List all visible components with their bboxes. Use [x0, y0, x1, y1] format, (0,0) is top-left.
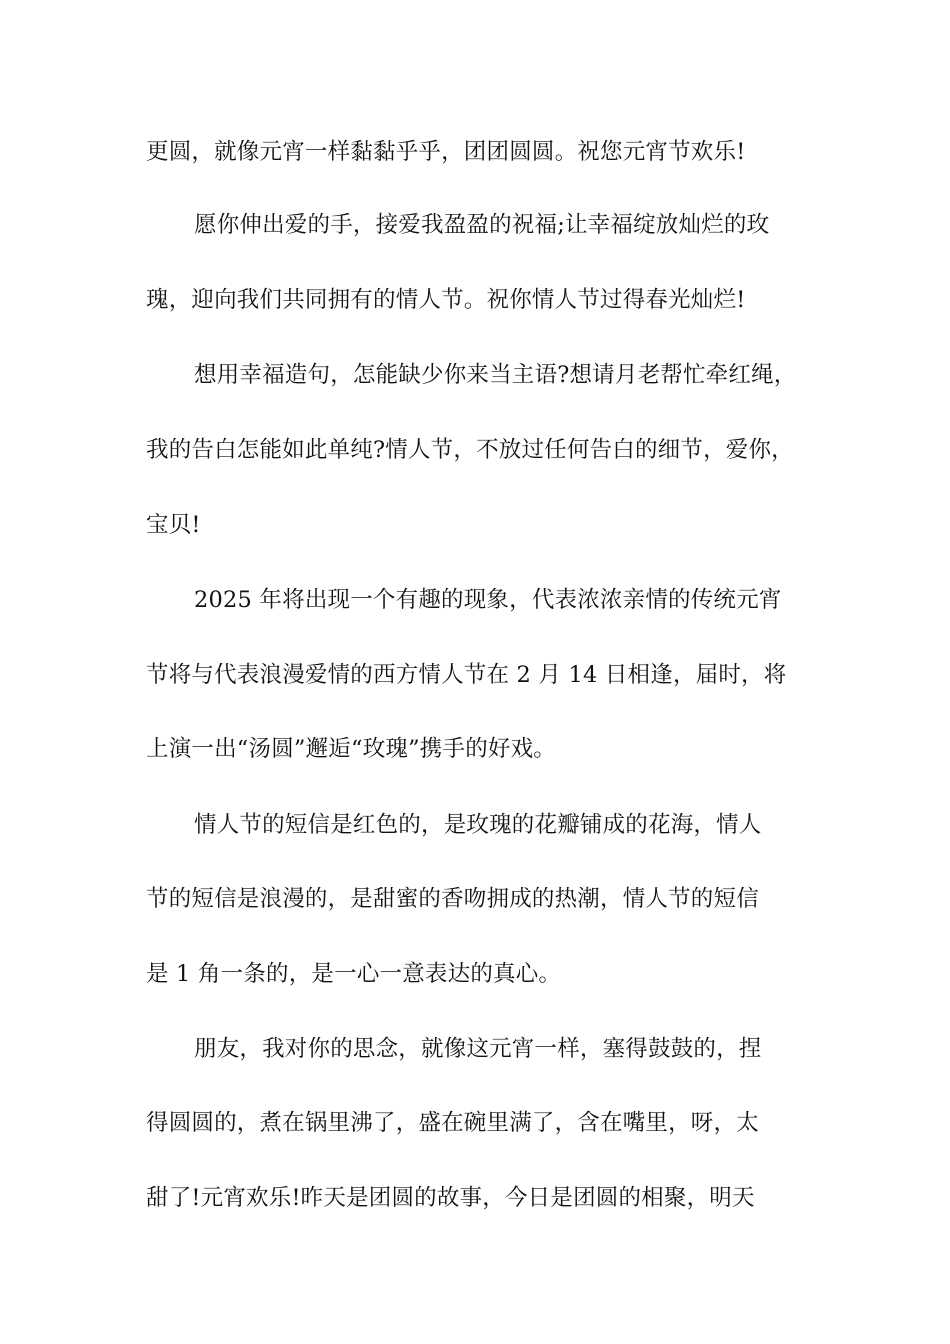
text-line: 瑰，迎向我们共同拥有的情人节。祝你情人节过得春光灿烂!: [146, 287, 746, 313]
text-line: 上演一出“汤圆”邂逅“玫瑰”携手的好戏。: [146, 736, 557, 762]
paragraph-first-line: 2025 年将出现一个有趣的现象，代表浓浓亲情的传统元宵: [194, 587, 782, 613]
text-line: 节将与代表浪漫爱情的西方情人节在 2 月 14 日相逢，届时，将: [146, 662, 787, 688]
paragraph-first-line: 想用幸福造句，怎能缺少你来当主语?想请月老帮忙牵红绳，: [194, 362, 797, 388]
text-line: 我的告白怎能如此单纯?情人节，不放过任何告白的细节，爱你，: [146, 437, 794, 463]
paragraph-first-line: 朋友，我对你的思念，就像这元宵一样，塞得鼓鼓的，捏: [194, 1036, 762, 1062]
paragraph-first-line: 情人节的短信是红色的，是玫瑰的花瓣铺成的花海，情人: [194, 812, 762, 838]
paragraph-first-line: 愿你伸出爱的手，接爱我盈盈的祝福;让幸福绽放灿烂的玫: [194, 212, 770, 238]
text-line: 是 1 角一条的，是一心一意表达的真心。: [146, 961, 562, 987]
text-line: 甜了!元宵欢乐!昨天是团圆的故事，今日是团圆的相聚，明天: [146, 1185, 755, 1211]
text-line: 得圆圆的，煮在锅里沸了，盛在碗里满了，含在嘴里，呀，太: [146, 1110, 759, 1136]
text-line: 更圆，就像元宵一样黏黏乎乎，团团圆圆。祝您元宵节欢乐!: [146, 139, 746, 165]
text-line: 节的短信是浪漫的，是甜蜜的香吻拥成的热潮，情人节的短信: [146, 886, 759, 912]
text-line: 宝贝!: [146, 512, 201, 538]
